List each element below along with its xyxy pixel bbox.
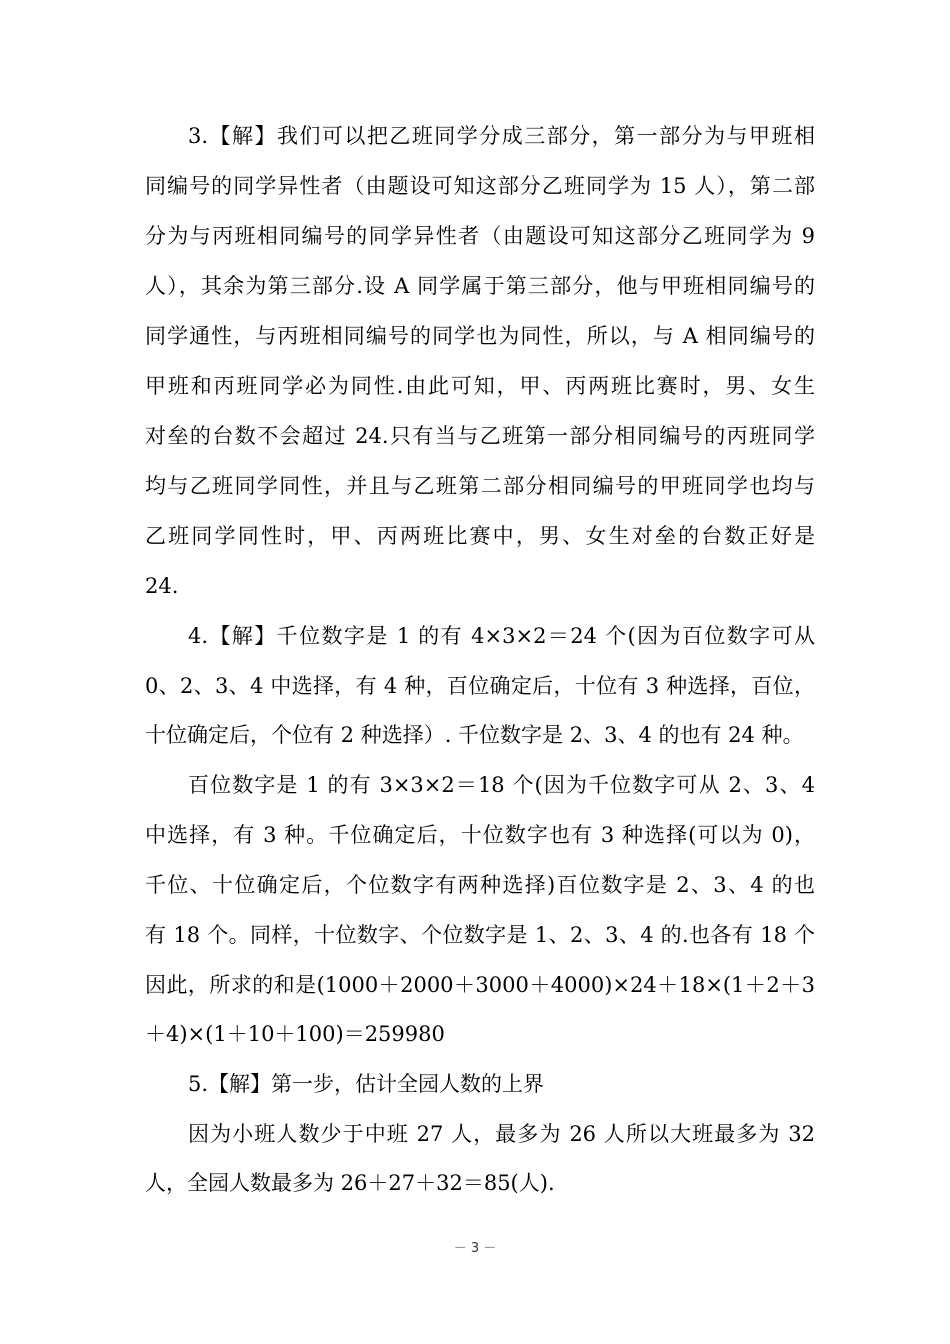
text-line: 3.【解】我们可以把乙班同学分成三部分，第一部分为与甲班相: [188, 124, 815, 148]
text-line: 对垒的台数不会超过 24.只有当与乙班第一部分相同编号的丙班同学: [145, 424, 815, 448]
text-line: 5.【解】第一步，估计全园人数的上界: [188, 1072, 545, 1096]
text-line: 中选择，有 3 种。千位确定后，十位数字也有 3 种选择(可以为 0)，: [145, 823, 815, 847]
text-line: 因此，所求的和是(1000＋2000＋3000＋4000)×24＋18×(1＋2＋3: [145, 973, 815, 997]
text-line: 人），其余为第三部分.设 A 同学属于第三部分，他与甲班相同编号的: [145, 274, 815, 298]
text-line: 十位确定后，个位有 2 种选择）. 千位数字是 2、3、4 的也有 24 种。: [145, 723, 804, 747]
text-line: 4.【解】千位数字是 1 的有 4×3×2＝24 个(因为百位数字可从: [188, 624, 815, 648]
text-line: 同学通性，与丙班相同编号的同学也为同性，所以，与 A 相同编号的: [145, 324, 815, 348]
text-line: 乙班同学同性时，甲、丙两班比赛中，男、女生对垒的台数正好是: [145, 524, 815, 548]
page-number: － 3 －: [453, 1241, 497, 1256]
text-line: 百位数字是 1 的有 3×3×2＝18 个(因为千位数字可从 2、3、4: [188, 773, 815, 797]
text-line: 人，全园人数最多为 26＋27＋32＝85(人).: [145, 1171, 555, 1195]
text-line: 甲班和丙班同学必为同性.由此可知，甲、丙两班比赛时，男、女生: [145, 374, 815, 398]
text-line: 千位、十位确定后，个位数字有两种选择)百位数字是 2、3、4 的也: [145, 873, 815, 897]
text-line: ＋4)×(1＋10＋100)＝259980: [145, 1022, 445, 1046]
text-line: 分为与丙班相同编号的同学异性者（由题设可知这部分乙班同学为 9: [145, 224, 815, 248]
text-line: 0、2、3、4 中选择，有 4 种，百位确定后，十位有 3 种选择，百位，: [145, 674, 815, 698]
text-line: 均与乙班同学同性，并且与乙班第二部分相同编号的甲班同学也均与: [145, 474, 815, 498]
text-line: 24.: [145, 574, 179, 598]
text-line: 因为小班人数少于中班 27 人，最多为 26 人所以大班最多为 32: [188, 1122, 815, 1146]
text-line: 有 18 个。同样，十位数字、个位数字是 1、2、3、4 的.也各有 18 个: [145, 923, 815, 947]
text-line: 同编号的同学异性者（由题设可知这部分乙班同学为 15 人），第二部: [145, 174, 815, 198]
